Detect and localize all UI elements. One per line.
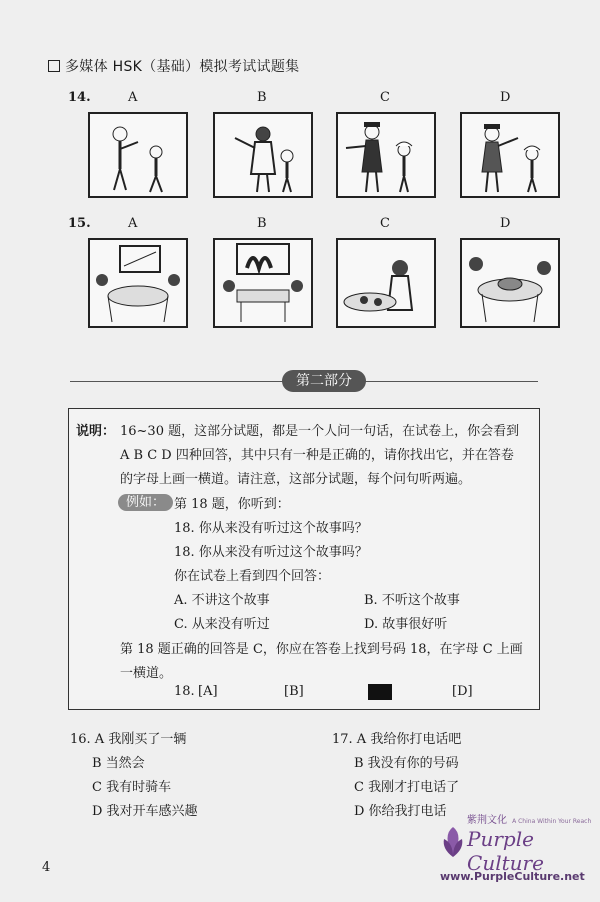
- instruction-label: 说明：: [76, 424, 116, 439]
- q14-label-a: A: [128, 90, 138, 105]
- q17-option-a: 17. A 我给你打电话吧: [332, 732, 462, 747]
- q15-label-c: C: [380, 216, 390, 231]
- q14-label-b: B: [257, 90, 267, 105]
- example-answer-c: C. 从来没有听过: [174, 617, 270, 632]
- checkbox-icon: [48, 60, 60, 72]
- q15-label-b: B: [257, 216, 267, 231]
- q14-picture-c: [336, 112, 436, 198]
- q17-option-c: C 我刚才打电话了: [354, 780, 460, 795]
- example-label: 例如：: [118, 491, 173, 510]
- watermark-logo: [440, 808, 600, 875]
- woman-child-icon: [215, 114, 311, 196]
- q14-picture-d: [460, 112, 560, 198]
- q15-picture-d: [460, 238, 560, 328]
- instruction-line-3: 的字母上画一横道。请注意，这部分试题，每个问句听两遍。: [120, 472, 472, 487]
- answer-sheet-d: [D]: [452, 684, 473, 699]
- dining-table-icon: [90, 240, 186, 326]
- people-pointing-icon: [90, 114, 186, 196]
- cooking-table-icon: [338, 240, 434, 326]
- q16-option-a: 16. A 我刚买了一辆: [70, 732, 187, 747]
- section-title: 第二部分: [282, 370, 366, 392]
- flower-logo-icon: [440, 825, 463, 859]
- example-answer-b: B. 不听这个故事: [364, 593, 460, 608]
- q15-label-a: A: [128, 216, 138, 231]
- watermark-url: www.PurpleCulture.net: [440, 870, 585, 883]
- q14-label-c: C: [380, 90, 390, 105]
- example-answer-a: A. 不讲这个故事: [174, 593, 270, 608]
- logo-chinese: 紫荆文化: [467, 815, 508, 826]
- example-see-four: 你在试卷上看到四个回答：: [174, 569, 331, 584]
- instruction-line-2: A B C D 四种回答，其中只有一种是正确的，请你找出它，并在答卷: [120, 448, 514, 463]
- question-15-number: 15.: [68, 216, 91, 231]
- q16-option-d: D 我对开车感兴趣: [92, 804, 198, 819]
- q15-picture-c: [336, 238, 436, 328]
- q15-picture-b: [213, 238, 313, 328]
- q15-picture-a: [88, 238, 188, 328]
- hotpot-table-icon: [462, 240, 558, 326]
- answer-sheet-number: 18.: [174, 684, 195, 699]
- q15-label-d: D: [500, 216, 511, 231]
- police-pointing-icon: [462, 114, 558, 196]
- q17-option-b: B 我没有你的号码: [354, 756, 459, 771]
- q16-option-b: B 当然会: [92, 756, 145, 771]
- example-intro: 第 18 题，你听到：: [174, 497, 290, 512]
- instruction-line-1: 16~30 题，这部分试题，都是一个人问一句话，在试卷上，你会看到: [120, 424, 520, 439]
- restaurant-sign-icon: [215, 240, 311, 326]
- example-heard-2: 18. 你从来没有听过这个故事吗？: [174, 545, 368, 560]
- page-header: [48, 56, 299, 76]
- answer-sheet-b: [B]: [284, 684, 304, 699]
- example-result-line-1: 第 18 题正确的回答是 C，你应在答卷上找到号码 18，在字母 C 上画: [120, 642, 523, 657]
- q14-label-d: D: [500, 90, 511, 105]
- example-heard-1: 18. 你从来没有听过这个故事吗？: [174, 521, 368, 536]
- police-child-icon: [338, 114, 434, 196]
- book-title: 多媒体 HSK（基础）模拟考试试题集: [65, 59, 300, 75]
- answer-sheet-a: [A]: [198, 684, 218, 699]
- answer-sheet-c-marked: [368, 684, 392, 700]
- page-number: 4: [42, 860, 51, 875]
- example-answer-d: D. 故事很好听: [364, 617, 448, 632]
- logo-tagline: A China Within Your Reach: [512, 818, 592, 825]
- example-result-line-2: 一横道。: [120, 666, 173, 681]
- q16-option-c: C 我有时骑车: [92, 780, 172, 795]
- question-14-number: 14.: [68, 90, 91, 105]
- logo-name: Purple Culture: [467, 827, 544, 875]
- q17-option-d: D 你给我打电话: [354, 804, 447, 819]
- q14-picture-b: [213, 112, 313, 198]
- q14-picture-a: [88, 112, 188, 198]
